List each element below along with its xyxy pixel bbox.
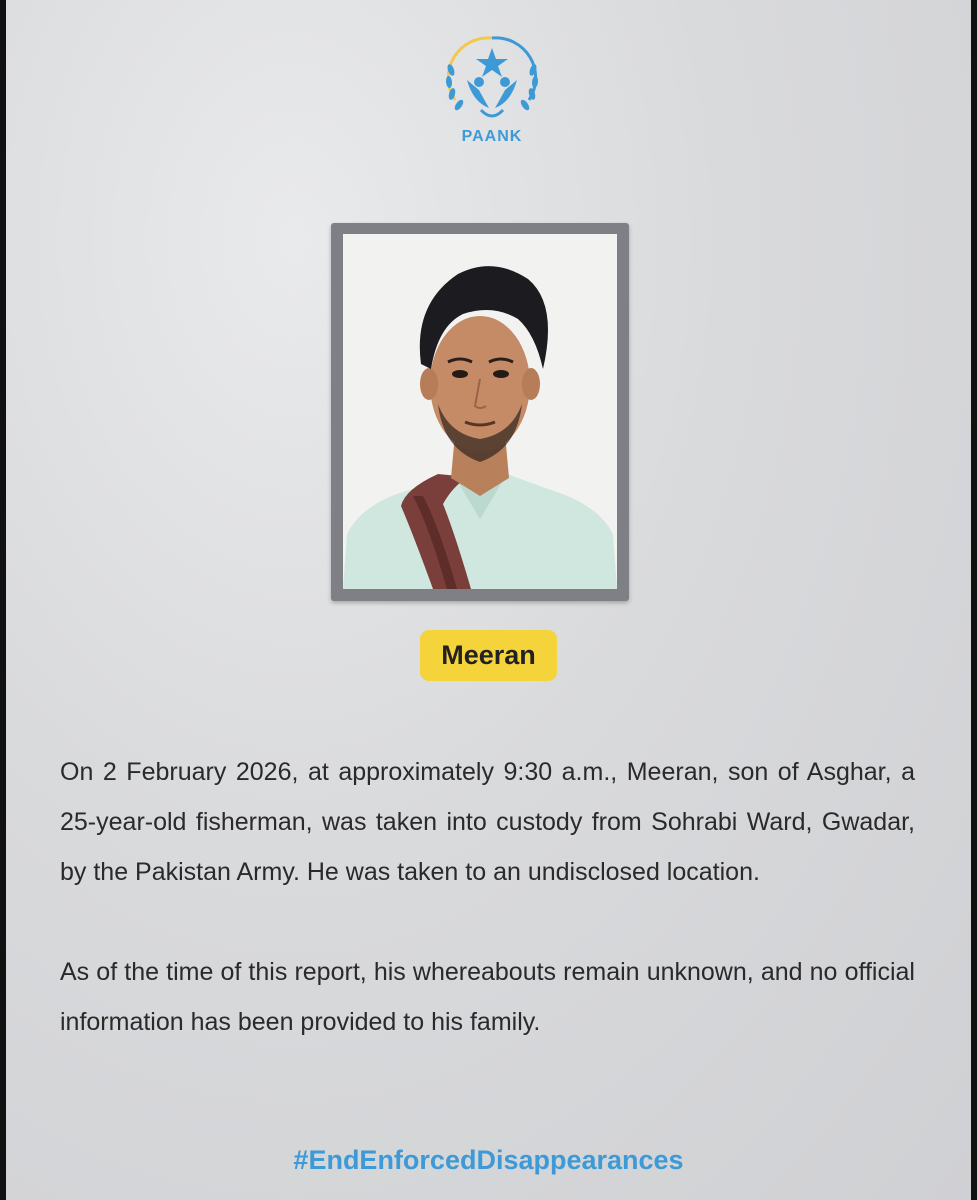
left-border: [0, 0, 6, 1200]
right-border: [971, 0, 977, 1200]
star-people-wreath-icon: [437, 30, 547, 130]
photo-frame: [331, 223, 629, 601]
person-portrait-image: [343, 234, 617, 589]
hashtag-link[interactable]: #EndEnforcedDisappearances: [293, 1145, 684, 1175]
logo-text: PAANK: [461, 128, 523, 145]
portrait-photo: [343, 234, 617, 589]
report-paragraph-2: As of the time of this report, his whereabouts remain unknown, and no official information has been provided to his family.: [60, 958, 915, 1036]
name-badge: Meeran: [420, 630, 557, 681]
report-paragraph-1: On 2 February 2026, at approximately 9:30 a.m., Meeran, son of Asghar, a 25-year-old fisherman, was taken into custody from Sohrabi Ward, Gwadar, by the Pakistan Army. He was taken to an undisclosed location.: [60, 758, 915, 886]
paank-logo: [437, 30, 547, 150]
